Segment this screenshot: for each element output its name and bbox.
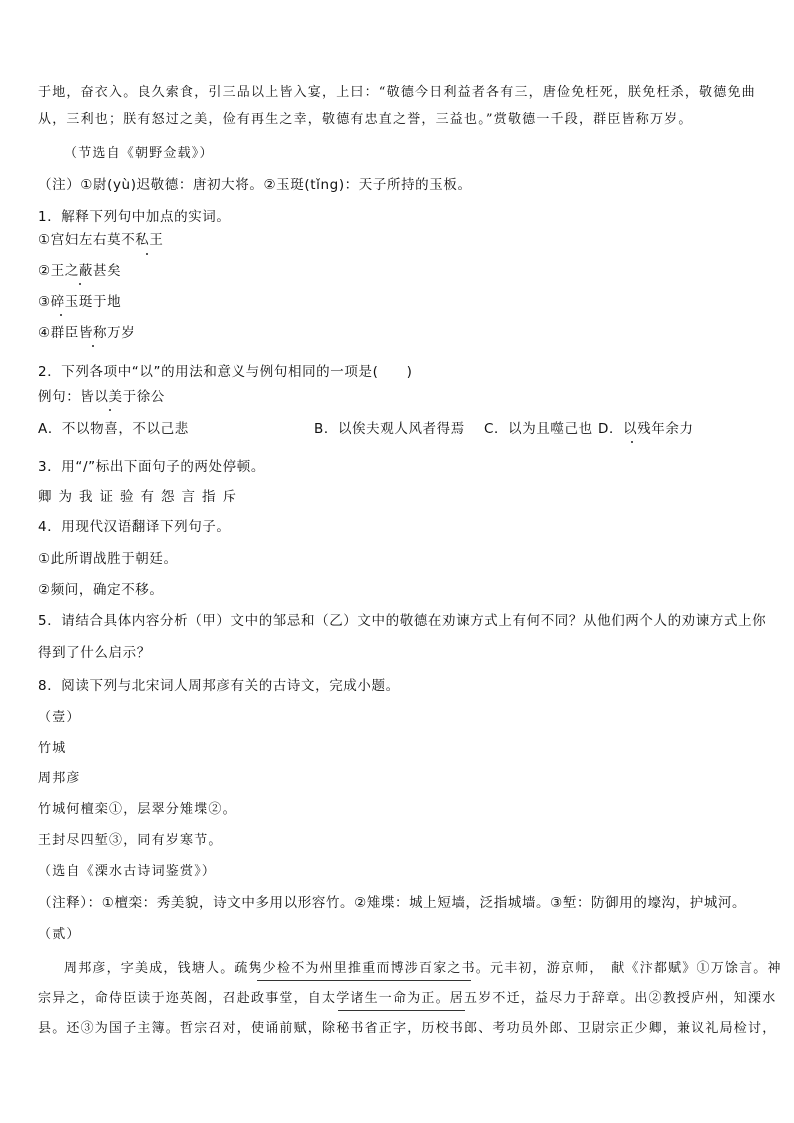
emphasis-dot: [109, 409, 111, 411]
section-label-1: （壹）: [38, 710, 81, 725]
passage-line-1: 于地，奋衣入。良久索食，引三品以上皆入宴，上曰：“敬德今日利益者各有三，唐俭免枉死，朕免枉杀，敬德免曲: [38, 85, 756, 100]
question-8-stem: 8．阅读下列与北宋词人周邦彦有关的古诗文，完成小题。: [38, 678, 400, 694]
question-3-stem: 3．用“/”标出下面句子的两处停顿。: [38, 459, 265, 475]
question-1-item-3: ③碎玉珽于地: [38, 294, 122, 310]
passage-source: （节选自《朝野佥载》）: [64, 146, 214, 161]
poem-title: 竹城: [38, 741, 67, 756]
option-d: D．以残年余力: [598, 421, 694, 437]
question-2-stem: 2．下列各项中“以”的用法和意义与例句相同的一项是( ): [38, 364, 413, 380]
question-4-item-1: ①此所谓战胜于朝廷。: [38, 551, 178, 567]
question-1-item-1: ①宫妇左右莫不私王: [38, 232, 164, 248]
emphasis-dot: [79, 283, 81, 285]
underline-mark: [338, 1010, 465, 1011]
poem-author: 周邦彦: [38, 771, 81, 786]
emphasis-dot: [92, 345, 94, 347]
prose-line-2: 宗异之，命侍臣读于迩英阁，召赴政事堂，自太学诸生一命为正。居五岁不迁，益尽力于辞章。出②教授庐州，知溧水: [38, 991, 777, 1006]
question-5-line-2: 得到了什么启示？: [38, 645, 151, 661]
question-4-item-2: ②频问，确定不移。: [38, 582, 164, 598]
passage-note: （注）①尉(yù)迟敬德：唐初大将。②玉珽(tǐng)：天子所持的玉板。: [38, 177, 472, 193]
question-5-line-1: 5．请结合具体内容分析（甲）文中的邹忌和（乙）文中的敬德在劝谏方式上有何不同？从他们两个人的劝谏方式上你: [38, 613, 767, 629]
option-a: A．不以物喜，不以己悲: [38, 421, 189, 437]
prose-line-3: 县。还③为国子主簿。哲宗召对，使诵前赋，除秘书省正字，历校书郎、考功员外郎、卫尉宗正少卿，兼议礼局检讨，: [38, 1021, 777, 1036]
option-b: B．以俟夫观人风者得焉: [314, 421, 465, 437]
section-label-2: （贰）: [38, 927, 81, 942]
poem-note: （注释）：①檀栾：秀美貌，诗文中多用以形容竹。②雉堞：城上短墙，泛指城墙。③堑：防御用的壕沟，护城河。: [38, 895, 747, 911]
prose-line-1: 周邦彦，字美成，钱塘人。疏隽少检不为州里推重而博涉百家之书。元丰初，游京师， 献《汴都赋》①万馀言。神: [64, 961, 782, 976]
passage-line-2: 从，三利也；朕有怒过之美，俭有再生之幸，敬德有忠直之誉，三益也。”赏敬德一千段，群臣皆称万岁。: [38, 112, 693, 127]
underline-mark: [257, 980, 471, 981]
option-c: C．以为且噬己也: [484, 421, 593, 437]
poem-line-2: 王封尽四堑③，同有岁寒节。: [38, 833, 223, 848]
poem-source: （选自《溧水古诗词鉴赏》）: [38, 864, 217, 879]
poem-line-1: 竹城何檀栾①，层翠分雉堞②。: [38, 802, 237, 817]
question-3-sentence: 卿为我证验有怨言指斥: [38, 489, 243, 505]
emphasis-dot: [146, 253, 148, 255]
emphasis-dot: [60, 314, 62, 316]
question-4-stem: 4．用现代汉语翻译下列句子。: [38, 519, 231, 535]
question-1-item-2: ②王之蔽甚矣: [38, 263, 122, 279]
emphasis-dot: [631, 441, 633, 443]
question-1-item-4: ④群臣皆称万岁: [38, 325, 136, 341]
question-2-example: 例句：皆以美于徐公: [38, 389, 165, 405]
question-1-stem: 1．解释下列句中加点的实词。: [38, 209, 231, 225]
